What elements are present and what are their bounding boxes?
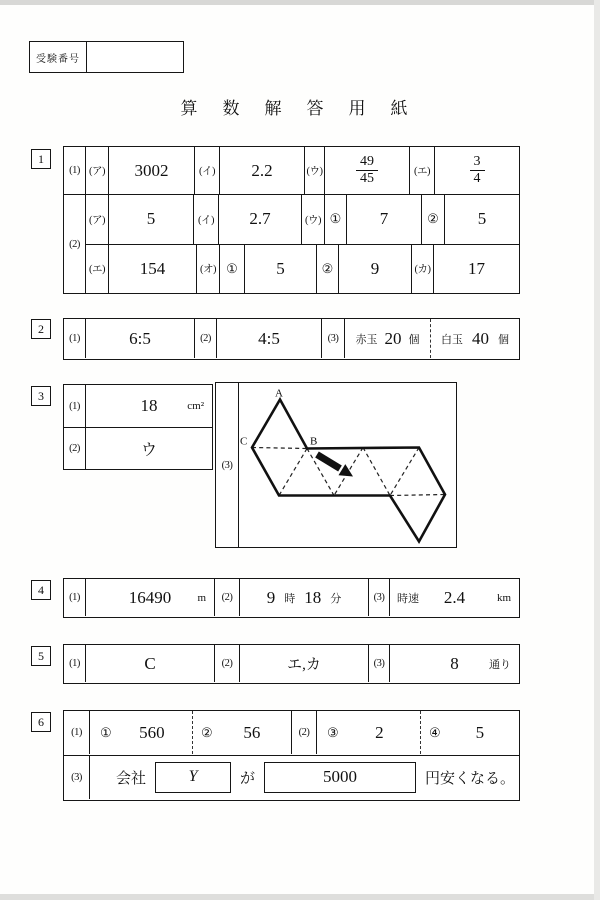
q1-row2a: [85, 195, 519, 244]
q5-label2: (2): [214, 645, 239, 682]
fraction: [470, 154, 485, 187]
q4-label3: (3): [368, 579, 389, 616]
q4-minute-unit: 分: [330, 592, 342, 605]
q1-r2b-sub1-key: ①: [219, 245, 244, 294]
q1-r2b-sub2-key: ②: [316, 245, 338, 294]
q2-answer2: 4:5: [216, 319, 321, 358]
q1-r2b-sub2-answer: 9: [338, 245, 411, 294]
q4-minute-value: 18: [304, 587, 322, 607]
scan-edge-top: [0, 0, 600, 5]
q1-r2b-sub1-answer: 5: [244, 245, 316, 294]
q1-r2a-key-a: (ア): [85, 195, 108, 244]
q4-label1: (1): [69, 592, 80, 603]
scan-edge-right: [594, 0, 600, 900]
q6-sentence-prefix: 会社: [116, 770, 147, 787]
q4-answer3-value: 2.4: [443, 587, 466, 607]
q6-answer34: [316, 711, 519, 754]
q6-sub3-value: 2: [375, 722, 384, 742]
white-ball-label: 白玉: [441, 333, 463, 346]
q4-hour-unit: 時: [284, 592, 296, 605]
q6-sub2-key: ②: [201, 724, 213, 740]
q1-r1-key-b: (イ): [194, 147, 219, 194]
q6-label1: (1): [71, 727, 82, 738]
q4-hour-value: 9: [266, 587, 276, 607]
q5-answer3-value: 8: [450, 653, 459, 673]
q1-r2a-key-b: (イ): [193, 195, 218, 244]
q1-r1-label: (1): [69, 165, 80, 176]
q1-r1-answer-b: 2.2: [219, 147, 304, 194]
q5-label1: (1): [69, 658, 80, 669]
question3-left-table: [63, 384, 213, 470]
red-ball-count: 20: [384, 328, 402, 348]
q1-r1-answer-c: [324, 147, 409, 194]
q5-answer3-unit: 通り: [489, 658, 511, 671]
vertex-label-b: B: [310, 435, 318, 448]
fraction-numerator: 3: [470, 154, 485, 171]
question5-table: [63, 644, 520, 684]
triangle-figure: [239, 383, 456, 547]
q4-answer3-prefix: 時速: [397, 592, 419, 605]
q4-answer1: [85, 579, 214, 616]
q6-label3: (3): [71, 771, 82, 783]
vertex-label-a: A: [275, 387, 283, 400]
q2-label2: (2): [194, 319, 216, 358]
arrow-icon: [317, 455, 353, 477]
q1-row2b: [85, 244, 519, 294]
q3-answer1-unit: cm²: [187, 400, 204, 412]
q4-answer3: [389, 579, 519, 616]
q6-answer12: [89, 711, 291, 754]
fraction-numerator: 49: [356, 154, 378, 171]
q6-sub1-key: ①: [100, 724, 112, 740]
q1-r1-key-c: (ウ): [304, 147, 324, 194]
q3-answer2: ウ: [85, 428, 212, 469]
q4-answer3-unit: km: [496, 591, 511, 604]
q6-sentence: [89, 756, 519, 799]
exam-number-field: [87, 42, 183, 72]
q5-answer3: [389, 645, 519, 682]
q6-sub2: [192, 711, 291, 754]
question6-row2: [63, 755, 520, 801]
q4-answer1-unit: m: [197, 591, 206, 604]
q1-r1-answer-d: [434, 147, 519, 194]
scan-edge-bottom: [0, 894, 600, 900]
q6-sub3: [317, 711, 420, 754]
vertex-label-c: C: [240, 435, 248, 448]
q1-row2: [64, 194, 519, 293]
q1-r2a-answer-b: 2.7: [218, 195, 301, 244]
q6-sub1-value: 560: [139, 722, 165, 742]
question6-number: 6: [31, 712, 51, 732]
q1-r2a-answer-a: 5: [108, 195, 193, 244]
q1-r1-answer-a: 3002: [108, 147, 194, 194]
q6-particle: が: [240, 770, 256, 787]
q1-r2a-key-c: (ウ): [301, 195, 324, 244]
red-ball-label: 赤玉: [355, 333, 378, 346]
q1-r1-key-a: (ア): [85, 147, 108, 194]
q2-answer3: [344, 319, 519, 358]
page-title: 算 数 解 答 用 紙: [180, 99, 412, 118]
q6-sub4: [420, 711, 519, 754]
question4-number: 4: [31, 580, 51, 600]
q1-r2-label: (2): [69, 238, 80, 250]
fraction-denominator: 4: [473, 171, 481, 186]
q6-sentence-suffix: 円安くなる。: [425, 770, 516, 787]
q1-r2b-answer-d: 154: [108, 245, 196, 294]
q1-r2a-sub1-key: ①: [324, 195, 346, 244]
question3-number: 3: [31, 386, 51, 406]
q3-answer1-value: 18: [140, 396, 158, 415]
exam-number-label: 受験番号: [30, 42, 87, 72]
q1-row1: [64, 147, 519, 194]
q5-answer1: C: [85, 645, 214, 682]
q1-r2a-sub1-answer: 7: [346, 195, 421, 244]
q3-label1: (1): [69, 400, 80, 412]
q2-label3: (3): [321, 319, 344, 358]
q5-label3: (3): [368, 645, 389, 682]
question1-table: [63, 146, 520, 294]
question2-number: 2: [31, 319, 51, 339]
question5-number: 5: [31, 646, 51, 666]
question1-number: 1: [31, 149, 51, 169]
q3-label3: (3): [221, 459, 233, 471]
q6-sub2-value: 56: [243, 722, 261, 742]
q1-r2a-sub2-key: ②: [421, 195, 444, 244]
q6-answer-box1: Y: [155, 762, 231, 793]
q1-r2b-key-f: (カ): [411, 245, 433, 294]
white-ball-unit: 個: [498, 333, 509, 346]
q1-r2a-sub2-answer: 5: [444, 195, 519, 244]
q6-sub4-value: 5: [475, 722, 485, 742]
q5-answer2: エ,カ: [239, 645, 368, 682]
q2-answer3-red: [345, 319, 430, 358]
white-ball-count: 40: [472, 328, 489, 348]
q1-r2b-key-d: (エ): [85, 245, 108, 294]
q3-figure-area: [238, 383, 456, 547]
q3-answer1: [85, 385, 212, 427]
q6-answer-box2: 5000: [264, 762, 416, 793]
q2-label1: (1): [69, 333, 80, 344]
q2-answer3-white: [430, 319, 519, 358]
exam-number-box: [29, 41, 184, 73]
question4-table: [63, 578, 520, 618]
q2-answer1: 6:5: [85, 319, 194, 358]
red-ball-unit: 個: [408, 333, 420, 346]
q1-r1-key-d: (エ): [409, 147, 434, 194]
q1-r2b-answer-f: 17: [433, 245, 519, 294]
q4-answer2: [239, 579, 368, 616]
q1-r2b-key-e: (オ): [196, 245, 219, 294]
question3-figure-box: [215, 382, 457, 548]
q6-sub4-key: ④: [429, 724, 441, 740]
q3-label2: (2): [69, 443, 80, 454]
question6-row1: [63, 710, 520, 756]
fraction: [356, 154, 378, 187]
q6-sub1: [90, 711, 192, 754]
q6-label2: (2): [291, 711, 316, 754]
q4-label2: (2): [214, 579, 239, 616]
fraction-denominator: 45: [360, 171, 374, 186]
q6-sub3-key: ③: [327, 724, 339, 740]
question2-table: [63, 318, 520, 360]
q4-answer1-value: 16490: [128, 587, 172, 607]
